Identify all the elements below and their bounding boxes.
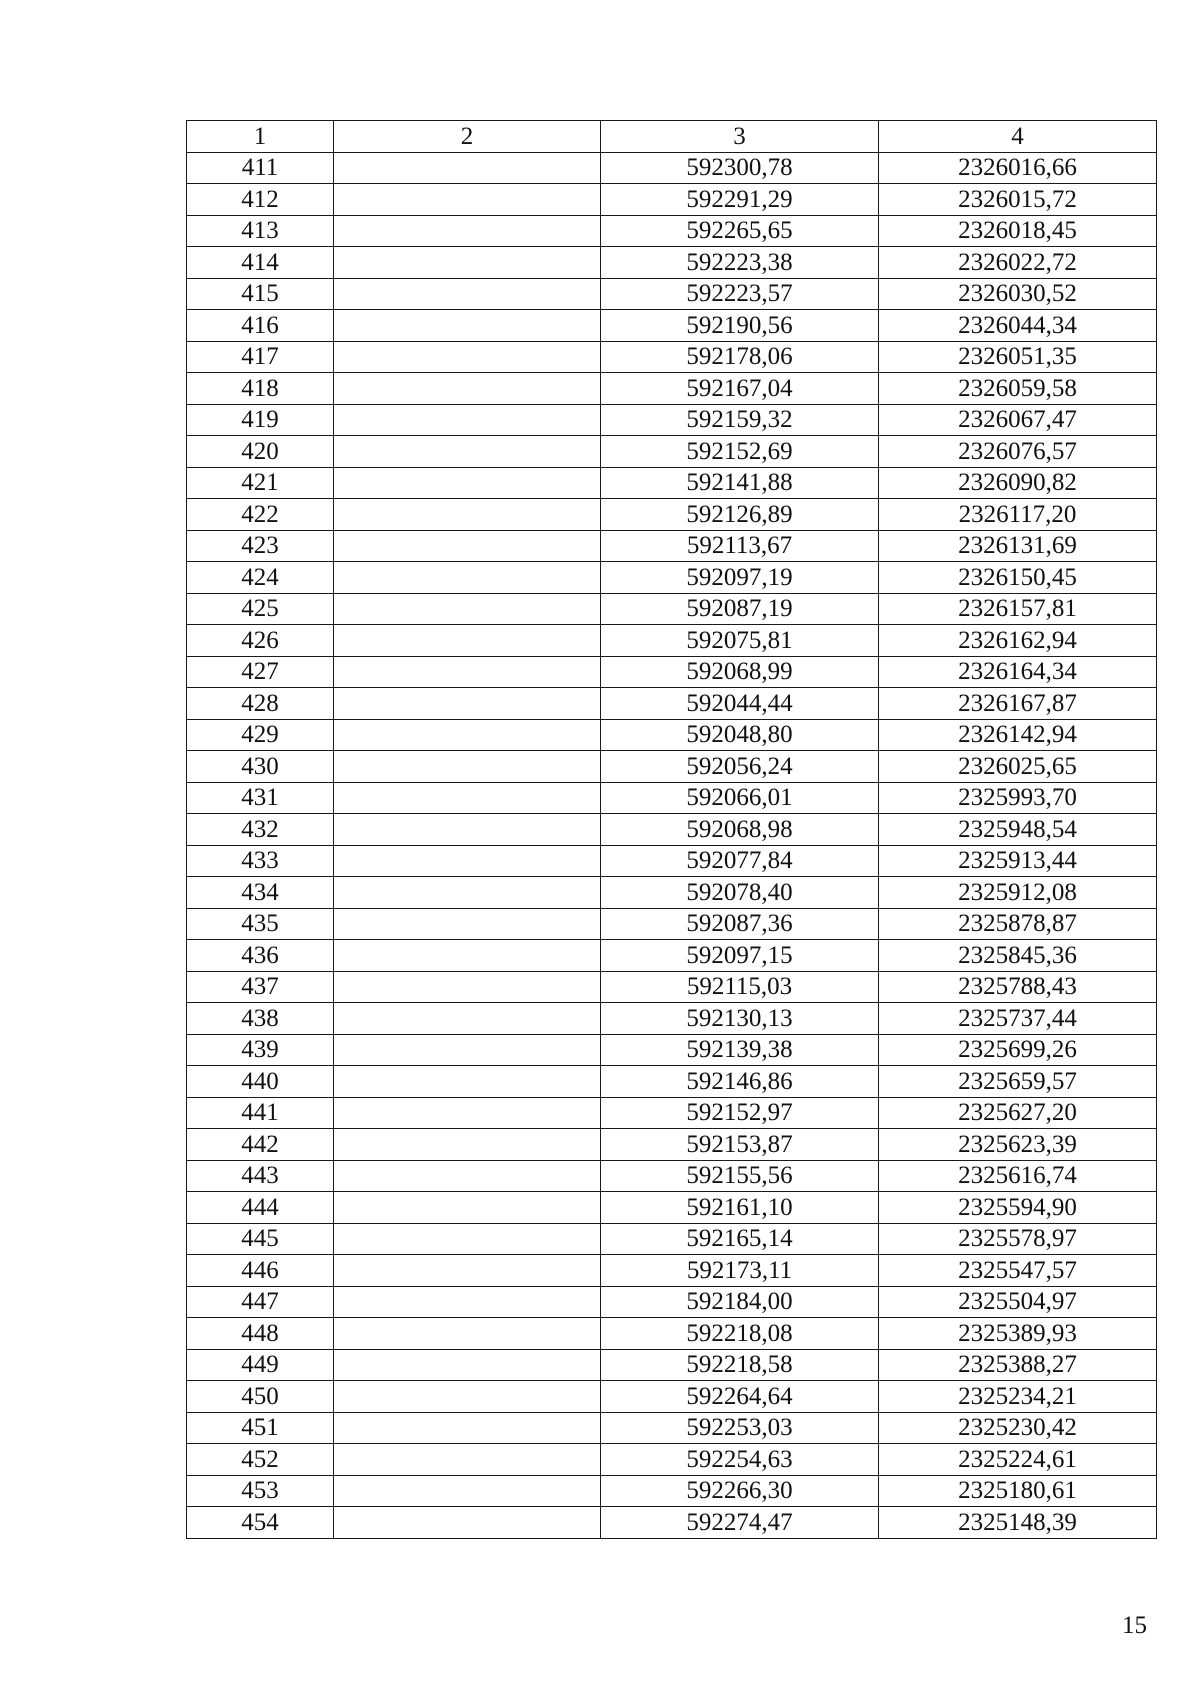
x-coordinate-cell: 592178,06: [601, 341, 879, 373]
point-number-cell: 454: [187, 1507, 334, 1539]
x-coordinate-cell: 592126,89: [601, 499, 879, 531]
x-coordinate-cell: 592139,38: [601, 1034, 879, 1066]
y-coordinate-cell: 2326059,58: [879, 373, 1157, 405]
column-2-cell: [334, 971, 601, 1003]
point-number-cell: 431: [187, 782, 334, 814]
x-coordinate-cell: 592265,65: [601, 215, 879, 247]
y-coordinate-cell: 2326142,94: [879, 719, 1157, 751]
column-2-cell: [334, 467, 601, 499]
y-coordinate-cell: 2326090,82: [879, 467, 1157, 499]
y-coordinate-cell: 2326022,72: [879, 247, 1157, 279]
coordinates-table: [186, 120, 1157, 1539]
point-number-cell: 432: [187, 814, 334, 846]
table-row: [187, 373, 1157, 405]
table-row: [187, 215, 1157, 247]
y-coordinate-cell: 2325224,61: [879, 1444, 1157, 1476]
page-number: 15: [1122, 1612, 1147, 1639]
column-2-cell: [334, 782, 601, 814]
x-coordinate-cell: 592113,67: [601, 530, 879, 562]
column-2-cell: [334, 1129, 601, 1161]
point-number-cell: 423: [187, 530, 334, 562]
x-coordinate-cell: 592068,99: [601, 656, 879, 688]
table-row: [187, 247, 1157, 279]
point-number-cell: 448: [187, 1318, 334, 1350]
table-row: [187, 436, 1157, 468]
x-coordinate-cell: 592077,84: [601, 845, 879, 877]
x-coordinate-cell: 592173,11: [601, 1255, 879, 1287]
column-2-cell: [334, 845, 601, 877]
x-coordinate-cell: 592184,00: [601, 1286, 879, 1318]
point-number-cell: 446: [187, 1255, 334, 1287]
table-row: [187, 1507, 1157, 1539]
x-coordinate-cell: 592190,56: [601, 310, 879, 342]
x-coordinate-cell: 592152,97: [601, 1097, 879, 1129]
x-coordinate-cell: 592266,30: [601, 1475, 879, 1507]
y-coordinate-cell: 2325616,74: [879, 1160, 1157, 1192]
column-2-cell: [334, 499, 601, 531]
point-number-cell: 442: [187, 1129, 334, 1161]
y-coordinate-cell: 2326162,94: [879, 625, 1157, 657]
column-2-cell: [334, 562, 601, 594]
y-coordinate-cell: 2325148,39: [879, 1507, 1157, 1539]
table-row: [187, 719, 1157, 751]
table-header-row: [187, 121, 1157, 153]
x-coordinate-cell: 592087,36: [601, 908, 879, 940]
column-2-cell: [334, 625, 601, 657]
y-coordinate-cell: 2326051,35: [879, 341, 1157, 373]
column-2-cell: [334, 184, 601, 216]
y-coordinate-cell: 2326016,66: [879, 152, 1157, 184]
y-coordinate-cell: 2325845,36: [879, 940, 1157, 972]
point-number-cell: 416: [187, 310, 334, 342]
point-number-cell: 437: [187, 971, 334, 1003]
y-coordinate-cell: 2325389,93: [879, 1318, 1157, 1350]
y-coordinate-cell: 2326015,72: [879, 184, 1157, 216]
y-coordinate-cell: 2326131,69: [879, 530, 1157, 562]
table-row: [187, 814, 1157, 846]
point-number-cell: 426: [187, 625, 334, 657]
y-coordinate-cell: 2326157,81: [879, 593, 1157, 625]
point-number-cell: 419: [187, 404, 334, 436]
x-coordinate-cell: 592153,87: [601, 1129, 879, 1161]
y-coordinate-cell: 2325912,08: [879, 877, 1157, 909]
table-row: [187, 1381, 1157, 1413]
y-coordinate-cell: 2325234,21: [879, 1381, 1157, 1413]
point-number-cell: 451: [187, 1412, 334, 1444]
x-coordinate-cell: 592048,80: [601, 719, 879, 751]
x-coordinate-cell: 592159,32: [601, 404, 879, 436]
point-number-cell: 425: [187, 593, 334, 625]
y-coordinate-cell: 2326018,45: [879, 215, 1157, 247]
y-coordinate-cell: 2326044,34: [879, 310, 1157, 342]
column-2-cell: [334, 656, 601, 688]
table-row: [187, 1129, 1157, 1161]
point-number-cell: 445: [187, 1223, 334, 1255]
point-number-cell: 434: [187, 877, 334, 909]
point-number-cell: 439: [187, 1034, 334, 1066]
x-coordinate-cell: 592075,81: [601, 625, 879, 657]
point-number-cell: 440: [187, 1066, 334, 1098]
x-coordinate-cell: 592291,29: [601, 184, 879, 216]
y-coordinate-cell: 2325993,70: [879, 782, 1157, 814]
column-2-cell: [334, 1444, 601, 1476]
point-number-cell: 415: [187, 278, 334, 310]
column-2-cell: [334, 1412, 601, 1444]
point-number-cell: 436: [187, 940, 334, 972]
column-2-cell: [334, 310, 601, 342]
table-row: [187, 877, 1157, 909]
table-row: [187, 1349, 1157, 1381]
column-2-cell: [334, 1223, 601, 1255]
y-coordinate-cell: 2326117,20: [879, 499, 1157, 531]
x-coordinate-cell: 592167,04: [601, 373, 879, 405]
table-row: [187, 499, 1157, 531]
point-number-cell: 449: [187, 1349, 334, 1381]
column-2-cell: [334, 436, 601, 468]
x-coordinate-cell: 592087,19: [601, 593, 879, 625]
column-2-cell: [334, 530, 601, 562]
y-coordinate-cell: 2326067,47: [879, 404, 1157, 436]
x-coordinate-cell: 592223,38: [601, 247, 879, 279]
x-coordinate-cell: 592097,15: [601, 940, 879, 972]
column-2-cell: [334, 1349, 601, 1381]
table-row: [187, 908, 1157, 940]
point-number-cell: 450: [187, 1381, 334, 1413]
x-coordinate-cell: 592253,03: [601, 1412, 879, 1444]
column-2-cell: [334, 1286, 601, 1318]
column-header-3: 3: [601, 121, 879, 153]
point-number-cell: 438: [187, 1003, 334, 1035]
x-coordinate-cell: 592141,88: [601, 467, 879, 499]
point-number-cell: 430: [187, 751, 334, 783]
point-number-cell: 418: [187, 373, 334, 405]
y-coordinate-cell: 2325699,26: [879, 1034, 1157, 1066]
y-coordinate-cell: 2326076,57: [879, 436, 1157, 468]
point-number-cell: 444: [187, 1192, 334, 1224]
column-2-cell: [334, 1381, 601, 1413]
point-number-cell: 428: [187, 688, 334, 720]
x-coordinate-cell: 592274,47: [601, 1507, 879, 1539]
column-2-cell: [334, 1097, 601, 1129]
x-coordinate-cell: 592115,03: [601, 971, 879, 1003]
point-number-cell: 417: [187, 341, 334, 373]
x-coordinate-cell: 592223,57: [601, 278, 879, 310]
column-2-cell: [334, 373, 601, 405]
y-coordinate-cell: 2325230,42: [879, 1412, 1157, 1444]
point-number-cell: 413: [187, 215, 334, 247]
table-row: [187, 1255, 1157, 1287]
column-2-cell: [334, 1034, 601, 1066]
column-2-cell: [334, 814, 601, 846]
column-2-cell: [334, 152, 601, 184]
table-row: [187, 278, 1157, 310]
column-2-cell: [334, 751, 601, 783]
point-number-cell: 443: [187, 1160, 334, 1192]
table-row: [187, 751, 1157, 783]
y-coordinate-cell: 2326150,45: [879, 562, 1157, 594]
table-row: [187, 1097, 1157, 1129]
table-row: [187, 1034, 1157, 1066]
x-coordinate-cell: 592218,08: [601, 1318, 879, 1350]
y-coordinate-cell: 2326025,65: [879, 751, 1157, 783]
point-number-cell: 414: [187, 247, 334, 279]
point-number-cell: 429: [187, 719, 334, 751]
y-coordinate-cell: 2325180,61: [879, 1475, 1157, 1507]
y-coordinate-cell: 2325878,87: [879, 908, 1157, 940]
point-number-cell: 412: [187, 184, 334, 216]
x-coordinate-cell: 592097,19: [601, 562, 879, 594]
table-row: [187, 593, 1157, 625]
x-coordinate-cell: 592056,24: [601, 751, 879, 783]
y-coordinate-cell: 2325578,97: [879, 1223, 1157, 1255]
column-2-cell: [334, 877, 601, 909]
table-body: [187, 152, 1157, 1538]
column-2-cell: [334, 1255, 601, 1287]
column-header-1: 1: [187, 121, 334, 153]
column-2-cell: [334, 719, 601, 751]
y-coordinate-cell: 2325594,90: [879, 1192, 1157, 1224]
x-coordinate-cell: 592254,63: [601, 1444, 879, 1476]
point-number-cell: 420: [187, 436, 334, 468]
point-number-cell: 411: [187, 152, 334, 184]
x-coordinate-cell: 592068,98: [601, 814, 879, 846]
x-coordinate-cell: 592264,64: [601, 1381, 879, 1413]
point-number-cell: 452: [187, 1444, 334, 1476]
y-coordinate-cell: 2326164,34: [879, 656, 1157, 688]
point-number-cell: 435: [187, 908, 334, 940]
column-2-cell: [334, 940, 601, 972]
table-row: [187, 971, 1157, 1003]
table-row: [187, 1286, 1157, 1318]
table-row: [187, 1412, 1157, 1444]
y-coordinate-cell: 2325627,20: [879, 1097, 1157, 1129]
column-2-cell: [334, 1003, 601, 1035]
table-row: [187, 1318, 1157, 1350]
table-row: [187, 184, 1157, 216]
column-2-cell: [334, 1160, 601, 1192]
table-row: [187, 1066, 1157, 1098]
x-coordinate-cell: 592161,10: [601, 1192, 879, 1224]
table-row: [187, 845, 1157, 877]
point-number-cell: 453: [187, 1475, 334, 1507]
column-2-cell: [334, 908, 601, 940]
point-number-cell: 441: [187, 1097, 334, 1129]
x-coordinate-cell: 592165,14: [601, 1223, 879, 1255]
y-coordinate-cell: 2325948,54: [879, 814, 1157, 846]
column-2-cell: [334, 593, 601, 625]
table-row: [187, 782, 1157, 814]
column-2-cell: [334, 1318, 601, 1350]
table-row: [187, 1223, 1157, 1255]
column-header-2: 2: [334, 121, 601, 153]
x-coordinate-cell: 592155,56: [601, 1160, 879, 1192]
y-coordinate-cell: 2325737,44: [879, 1003, 1157, 1035]
y-coordinate-cell: 2326030,52: [879, 278, 1157, 310]
table-row: [187, 152, 1157, 184]
column-2-cell: [334, 278, 601, 310]
table-row: [187, 940, 1157, 972]
y-coordinate-cell: 2325504,97: [879, 1286, 1157, 1318]
column-2-cell: [334, 247, 601, 279]
table-row: [187, 310, 1157, 342]
table-row: [187, 404, 1157, 436]
point-number-cell: 433: [187, 845, 334, 877]
table-row: [187, 656, 1157, 688]
x-coordinate-cell: 592066,01: [601, 782, 879, 814]
table-row: [187, 530, 1157, 562]
x-coordinate-cell: 592218,58: [601, 1349, 879, 1381]
table-row: [187, 562, 1157, 594]
y-coordinate-cell: 2326167,87: [879, 688, 1157, 720]
column-2-cell: [334, 1475, 601, 1507]
y-coordinate-cell: 2325913,44: [879, 845, 1157, 877]
table-row: [187, 467, 1157, 499]
y-coordinate-cell: 2325659,57: [879, 1066, 1157, 1098]
x-coordinate-cell: 592078,40: [601, 877, 879, 909]
x-coordinate-cell: 592300,78: [601, 152, 879, 184]
table-row: [187, 1003, 1157, 1035]
column-2-cell: [334, 1066, 601, 1098]
column-2-cell: [334, 1507, 601, 1539]
point-number-cell: 421: [187, 467, 334, 499]
y-coordinate-cell: 2325623,39: [879, 1129, 1157, 1161]
column-2-cell: [334, 215, 601, 247]
table-row: [187, 688, 1157, 720]
x-coordinate-cell: 592152,69: [601, 436, 879, 468]
x-coordinate-cell: 592146,86: [601, 1066, 879, 1098]
point-number-cell: 422: [187, 499, 334, 531]
column-header-4: 4: [879, 121, 1157, 153]
x-coordinate-cell: 592044,44: [601, 688, 879, 720]
point-number-cell: 447: [187, 1286, 334, 1318]
y-coordinate-cell: 2325388,27: [879, 1349, 1157, 1381]
y-coordinate-cell: 2325547,57: [879, 1255, 1157, 1287]
point-number-cell: 424: [187, 562, 334, 594]
table-row: [187, 625, 1157, 657]
table-row: [187, 1444, 1157, 1476]
column-2-cell: [334, 341, 601, 373]
column-2-cell: [334, 688, 601, 720]
table-row: [187, 1192, 1157, 1224]
table-row: [187, 1160, 1157, 1192]
y-coordinate-cell: 2325788,43: [879, 971, 1157, 1003]
table-row: [187, 341, 1157, 373]
point-number-cell: 427: [187, 656, 334, 688]
x-coordinate-cell: 592130,13: [601, 1003, 879, 1035]
column-2-cell: [334, 1192, 601, 1224]
table-row: [187, 1475, 1157, 1507]
column-2-cell: [334, 404, 601, 436]
